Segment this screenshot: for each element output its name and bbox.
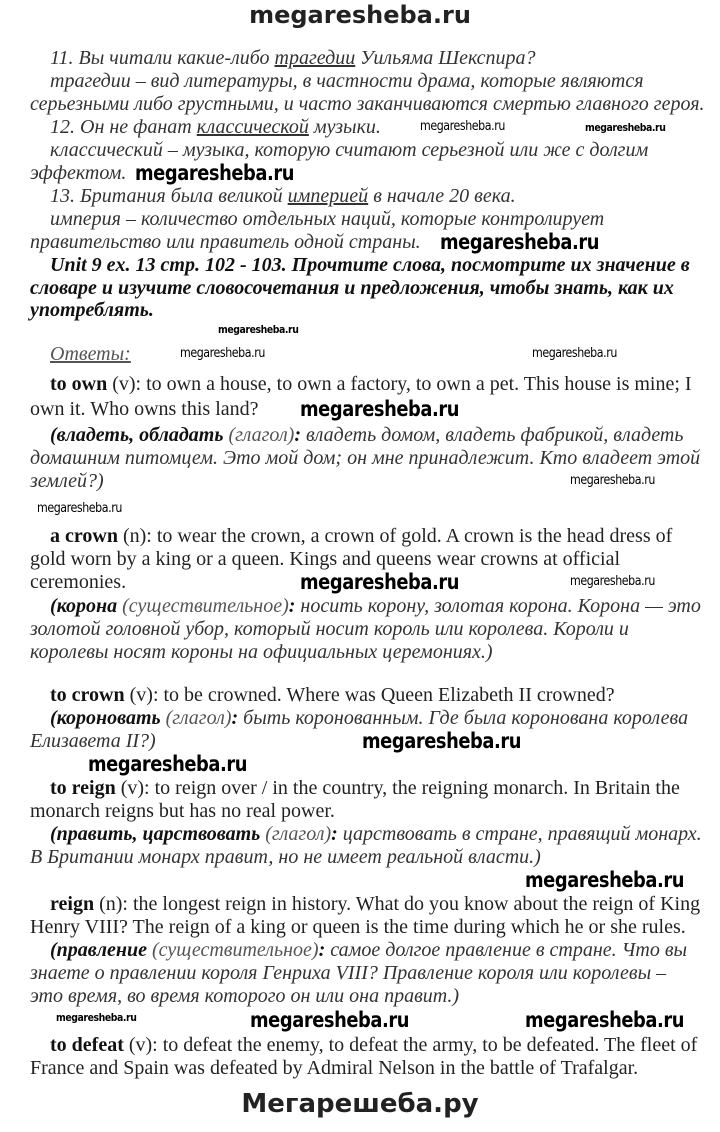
watermark: megaresheba.ru xyxy=(300,397,460,421)
ru-def: владеть домом, владеть фабрикой, владеть xyxy=(301,424,684,446)
entry-crown-n-line2: gold worn by a king or a queen. Kings and queens wear crowns at official xyxy=(30,548,621,570)
entry-reign-v-ru-line2: В Британии монарх правит, но не имеет реальной власти.) xyxy=(30,846,541,868)
task-heading-line3: употреблять. xyxy=(30,299,154,321)
q12-keyword: классической xyxy=(196,116,309,138)
q13-def-line1: империя – количество отдельных наций, которые контролирует xyxy=(50,208,605,230)
q11-text: 11. Вы читали какие-либо xyxy=(50,47,275,69)
entry-own-ru-line2: домашним питомцем. Это мой дом; он мне принадлежит. Кто владеет этой xyxy=(30,447,701,469)
q12-text: 12. Он не фанат xyxy=(50,116,197,138)
watermark: megaresheba.ru xyxy=(300,570,460,594)
watermark: megaresheba.ru xyxy=(218,323,299,336)
entry-own-line1 xyxy=(50,373,692,395)
watermark: megaresheba.ru xyxy=(570,574,655,589)
ru-term: (короновать xyxy=(50,707,161,729)
watermark: megaresheba.ru xyxy=(56,1011,137,1024)
entry-reign-v-line2: monarch reigns but has no real power. xyxy=(30,800,335,822)
entry-crown-n-line1 xyxy=(50,525,672,547)
q13-text-rest: в начале 20 века. xyxy=(368,185,516,207)
q12-text-rest: музыки. xyxy=(308,116,381,138)
q13-def-line2: правительство или правитель одной страны. xyxy=(30,231,421,253)
entry-own-line2: own it. Who owns this land? xyxy=(30,398,259,420)
entry-defeat-line2: France and Spain was defeated by Admiral Nelson in the battle of Trafalgar. xyxy=(30,1057,639,1079)
ru-colon: : xyxy=(288,595,296,617)
ru-term: (корона xyxy=(50,595,118,617)
watermark: megaresheba.ru xyxy=(525,1008,685,1032)
entry-term: to own xyxy=(50,373,108,395)
entry-crown-n-ru-line1 xyxy=(50,595,701,617)
ru-def: быть коронованным. Где была коронована королева xyxy=(238,707,689,729)
entry-def: (v): to reign over / in the country, the reigning monarch. In Britain the xyxy=(115,777,680,799)
entry-defeat-line1 xyxy=(50,1034,697,1056)
entry-reign-v-ru-line1 xyxy=(50,823,702,845)
q11-text-rest: Уильяма Шекспира? xyxy=(355,47,536,69)
ru-colon: : xyxy=(231,707,239,729)
entry-crown-n-ru-line2: золотой головной убор, который носит король или королева. Короли и xyxy=(30,618,629,640)
ru-def: самое долгое правление в стране. Что вы xyxy=(325,939,688,961)
entry-term: reign xyxy=(50,893,95,915)
q11-def-line2: серьезными либо грустными, и часто заканчиваются смертью главного героя. xyxy=(30,93,705,115)
ru-colon: : xyxy=(331,823,338,845)
entry-def: (v): to own a house, to own a factory, to own a pet. This house is mine; I xyxy=(107,373,692,395)
watermark: megaresheba.ru xyxy=(585,121,666,134)
watermark: megaresheba.ru xyxy=(570,473,655,488)
entry-def: (n): the longest reign in history. What do you know about the reign of King xyxy=(94,893,701,915)
task-heading-line1: Unit 9 ex. 13 стр. 102 - 103. Прочтите слова, посмотрите их значение в xyxy=(50,254,690,276)
entry-own-ru-line1 xyxy=(50,424,683,446)
entry-def: (v): to be crowned. Where was Queen Elizabeth II crowned? xyxy=(124,684,615,706)
entry-crown-v-ru-line1 xyxy=(50,707,688,729)
entry-reign-n-ru-line1 xyxy=(50,939,687,961)
entry-term: to defeat xyxy=(50,1034,124,1056)
ru-pos: (существительное) xyxy=(146,939,319,961)
ru-pos: (глагол) xyxy=(223,424,295,446)
entry-def: (n): to wear the crown, a crown of gold. A crown is the head dress of xyxy=(117,525,673,547)
q11-keyword: трагедии xyxy=(274,47,356,69)
watermark: megaresheba.ru xyxy=(440,230,600,254)
site-footer[interactable]: Мегарешеба.ру xyxy=(241,1089,479,1119)
q12-def-line1: классический – музыка, которую считают серьезной или же с долгим xyxy=(50,139,649,161)
watermark: megaresheba.ru xyxy=(532,346,617,361)
watermark: megaresheba.ru xyxy=(420,119,505,134)
ru-def: носить корону, золотая корона. Корона — это xyxy=(295,595,701,617)
watermark: megaresheba.ru xyxy=(180,346,265,361)
q12-question xyxy=(50,116,381,138)
q11-question xyxy=(50,47,536,69)
entry-reign-n-line1 xyxy=(50,893,700,915)
watermark: megaresheba.ru xyxy=(250,1008,410,1032)
entry-def: (v): to defeat the enemy, to defeat the army, to be defeated. The fleet of xyxy=(123,1034,698,1056)
entry-reign-n-ru-line2: знаете о правлении короля Генриха VIII? Правление короля или королевы – xyxy=(30,962,667,984)
ru-term: (править, царствовать xyxy=(50,823,261,845)
site-header[interactable]: megaresheba.ru xyxy=(249,1,471,29)
ru-pos: (глагол) xyxy=(260,823,332,845)
ru-def: царствовать в стране, правящий монарх. xyxy=(337,823,702,845)
watermark: megaresheba.ru xyxy=(135,161,295,185)
watermark: megaresheba.ru xyxy=(37,501,122,516)
q13-text: 13. Британия была великой xyxy=(50,185,288,207)
entry-term: to crown xyxy=(50,684,125,706)
watermark: megaresheba.ru xyxy=(362,729,522,753)
entry-own-ru-line3: землей?) xyxy=(30,470,104,492)
entry-crown-v-ru-line2: Елизавета II?) xyxy=(30,730,156,752)
q13-question xyxy=(50,185,516,207)
entry-reign-n-line2: Henry VIII? The reign of a king or queen is the time during which he or she rules. xyxy=(30,916,686,938)
ru-pos: (существительное) xyxy=(117,595,289,617)
entry-crown-n-line3: ceremonies. xyxy=(30,571,127,593)
ru-pos: (глагол) xyxy=(160,707,232,729)
entry-crown-v-line1 xyxy=(50,684,615,706)
ru-colon: : xyxy=(294,424,301,446)
q11-def-line1: трагедии – вид литературы, в частности драма, которые являются xyxy=(50,70,644,92)
entry-reign-n-ru-line3: это время, во время которого он или она правит.) xyxy=(30,985,460,1007)
task-heading-line2: словаре и изучите словосочетания и предложения, чтобы знать, как их xyxy=(30,277,674,299)
entry-crown-n-ru-line3: королевы носят короны на официальных церемониях.) xyxy=(30,641,493,663)
ru-term: (владеть, обладать xyxy=(50,424,224,446)
watermark: megaresheba.ru xyxy=(525,868,685,892)
entry-reign-v-line1 xyxy=(50,777,680,799)
q13-keyword: империей xyxy=(287,185,369,207)
ru-term: (правление xyxy=(50,939,147,961)
entry-term: to reign xyxy=(50,777,116,799)
ru-colon: : xyxy=(318,939,326,961)
entry-term: a crown xyxy=(50,525,118,547)
q12-def-line2: эффектом. xyxy=(30,162,127,184)
watermark: megaresheba.ru xyxy=(88,752,248,776)
answers-label: Ответы: xyxy=(50,343,131,365)
